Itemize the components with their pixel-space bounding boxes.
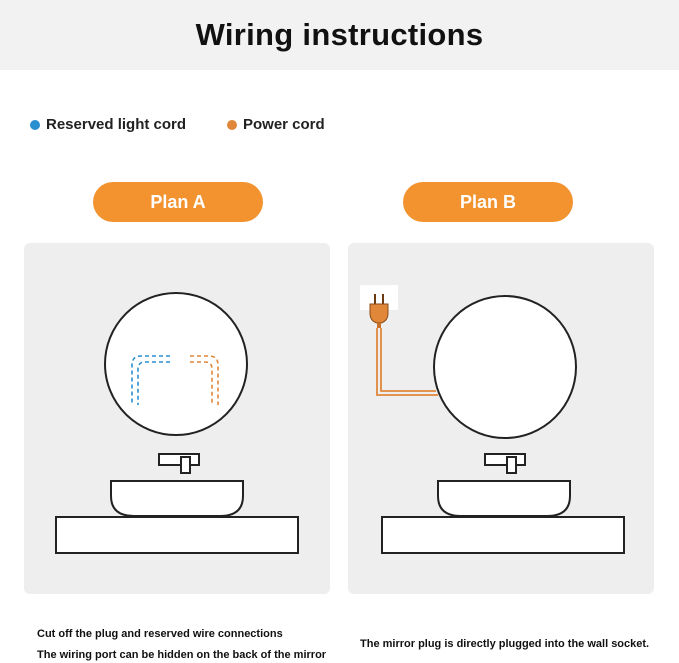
header-bar (0, 0, 679, 70)
basin (111, 481, 243, 516)
plan-b-badge: Plan B (403, 182, 573, 222)
plan-a-caption-line-2: The wiring port can be hidden on the back of the mirror (37, 649, 327, 661)
counter (56, 517, 298, 553)
plan-a-caption-line-1: Cut off the plug and reserved wire connections (37, 628, 283, 640)
legend-label: Reserved light cord (46, 116, 187, 133)
counter (382, 517, 624, 553)
legend-item-power-cord (227, 116, 325, 133)
plan-a-diagram (24, 243, 330, 594)
plan-b-caption: The mirror plug is directly plugged into the wall socket. (360, 638, 650, 650)
blue-dot-icon (30, 120, 40, 130)
round-mirror (105, 293, 247, 435)
legend-label: Power cord (243, 116, 325, 133)
legend-item-reserved-light-cord (30, 116, 186, 133)
plan-b-diagram (348, 243, 654, 594)
power-cord (377, 328, 438, 395)
orange-dot-icon (227, 120, 237, 130)
faucet-icon (159, 454, 199, 473)
wiring-port (170, 353, 190, 363)
round-mirror (434, 296, 576, 438)
basin (438, 481, 570, 516)
page-title: Wiring instructions (195, 17, 484, 52)
plan-a-badge: Plan A (93, 182, 263, 222)
faucet-icon (485, 454, 525, 473)
